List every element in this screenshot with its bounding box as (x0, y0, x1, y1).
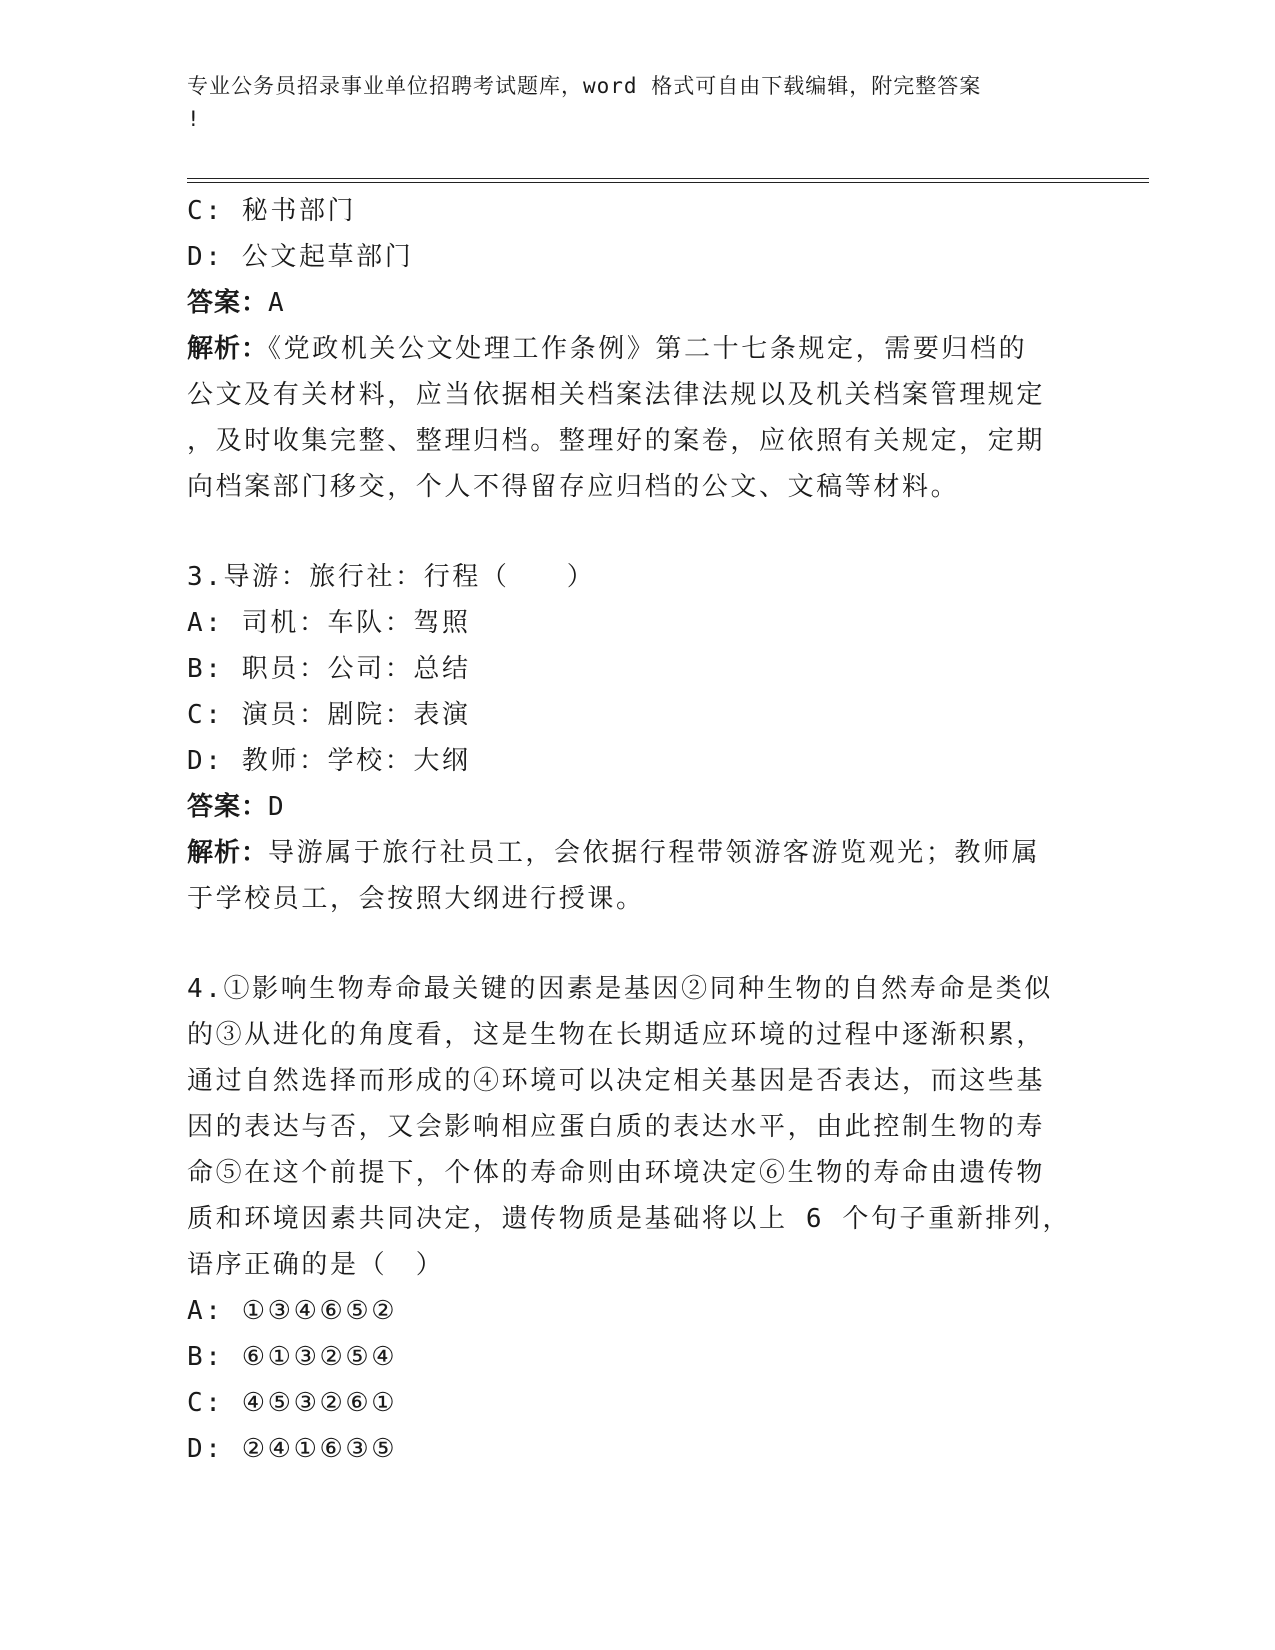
analysis-label: 解析： (187, 334, 269, 364)
option-c: C: 演员：剧院：表演 (187, 700, 471, 730)
answer-value: D (268, 792, 287, 822)
option-d: D: ②④①⑥③⑤ (187, 1434, 398, 1464)
stem-line: 命⑤在这个前提下，个体的寿命则由环境决定⑥生物的寿命由遗传物 (187, 1158, 1046, 1188)
stem-line: 质和环境因素共同决定，遗传物质是基础将以上 6 个句子重新排列， (187, 1204, 1072, 1234)
analysis-block (187, 326, 1062, 510)
stem-line: 4.①影响生物寿命最关键的因素是基因②同种生物的自然寿命是类似 (187, 974, 1053, 1004)
answer-value: A (268, 288, 287, 318)
answer-line (187, 784, 1062, 830)
analysis-line: 解析：导游属于旅行社员工，会依据行程带领游客游览观光；教师属 (187, 838, 1041, 868)
option-a: A: 司机：车队：驾照 (187, 608, 471, 638)
option-d: D: 教师：学校：大纲 (187, 746, 471, 776)
option-b: B: ⑥①③②⑤④ (187, 1342, 398, 1372)
stem-line: 因的表达与否，又会影响相应蛋白质的表达水平，由此控制生物的寿 (187, 1112, 1046, 1142)
question-3 (187, 554, 1062, 922)
question-2-tail (187, 188, 1062, 510)
answer-label: 答案： (187, 288, 269, 318)
option-b: B: 职员：公司：总结 (187, 654, 471, 684)
option-d: D: 公文起草部门 (187, 242, 414, 272)
option-a: A: ①③④⑥⑤② (187, 1296, 398, 1326)
answer-label: 答案： (187, 792, 269, 822)
stem-line: 语序正确的是（ ） (187, 1250, 445, 1280)
analysis-line: 于学校员工，会按照大纲进行授课。 (187, 884, 645, 914)
header-divider-top (187, 178, 1149, 179)
header-line-1: 专业公务员招录事业单位招聘考试题库，word 格式可自由下载编辑，附完整答案 (187, 74, 982, 98)
analysis-label: 解析： (187, 838, 269, 868)
header-line-2: ! (187, 107, 201, 131)
analysis-block (187, 830, 1062, 922)
document-body (187, 188, 1072, 1472)
analysis-line: 公文及有关材料，应当依据相关档案法律法规以及机关档案管理规定 (187, 380, 1046, 410)
header-divider-bottom (187, 182, 1149, 183)
question-stem (187, 966, 1072, 1288)
answer-line (187, 280, 1062, 326)
page-header (187, 70, 1087, 136)
option-c: C: ④⑤③②⑥① (187, 1388, 398, 1418)
stem-line: 通过自然选择而形成的④环境可以决定相关基因是否表达，而这些基 (187, 1066, 1046, 1096)
option-c: C: 秘书部门 (187, 196, 357, 226)
analysis-line: ，及时收集完整、整理归档。整理好的案卷，应依照有关规定，定期 (187, 426, 1046, 456)
question-4 (187, 966, 1072, 1472)
analysis-line: 向档案部门移交，个人不得留存应归档的公文、文稿等材料。 (187, 472, 960, 502)
question-stem: 3.导游：旅行社：行程（ ） (187, 562, 596, 592)
analysis-line: 解析：《党政机关公文处理工作条例》第二十七条规定，需要归档的 (187, 334, 1028, 364)
stem-line: 的③从进化的角度看，这是生物在长期适应环境的过程中逐渐积累， (187, 1020, 1046, 1050)
